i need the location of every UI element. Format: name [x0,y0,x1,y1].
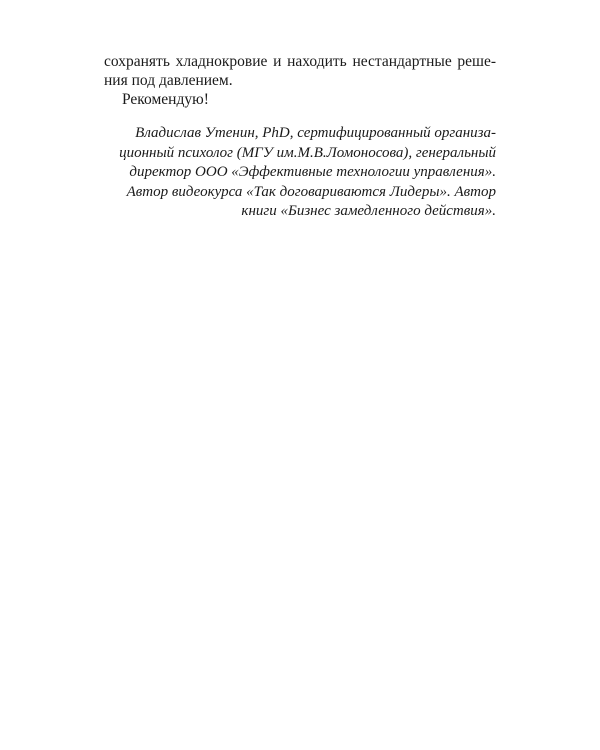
body-paragraph [104,52,496,109]
closing-recommendation: Рекомендую! [122,91,209,108]
body-line: ния под давлением. [104,72,233,89]
attribution-line: книги «Бизнес замедленного действия». [241,203,496,219]
author-attribution [104,124,496,222]
attribution-line: директор ООО «Эффективные технологии управления». [129,164,496,180]
body-line: сохранять хладнокровие и находить нестандартные реше- [104,53,496,70]
attribution-line: Владислав Утенин, PhD, сертифицированный организа- [135,125,496,141]
attribution-line: ционный психолог (МГУ им.М.В.Ломоносова), генеральный [119,144,496,161]
attribution-line: Автор видеокурса «Так договариваются Лидеры». Автор [126,183,496,200]
